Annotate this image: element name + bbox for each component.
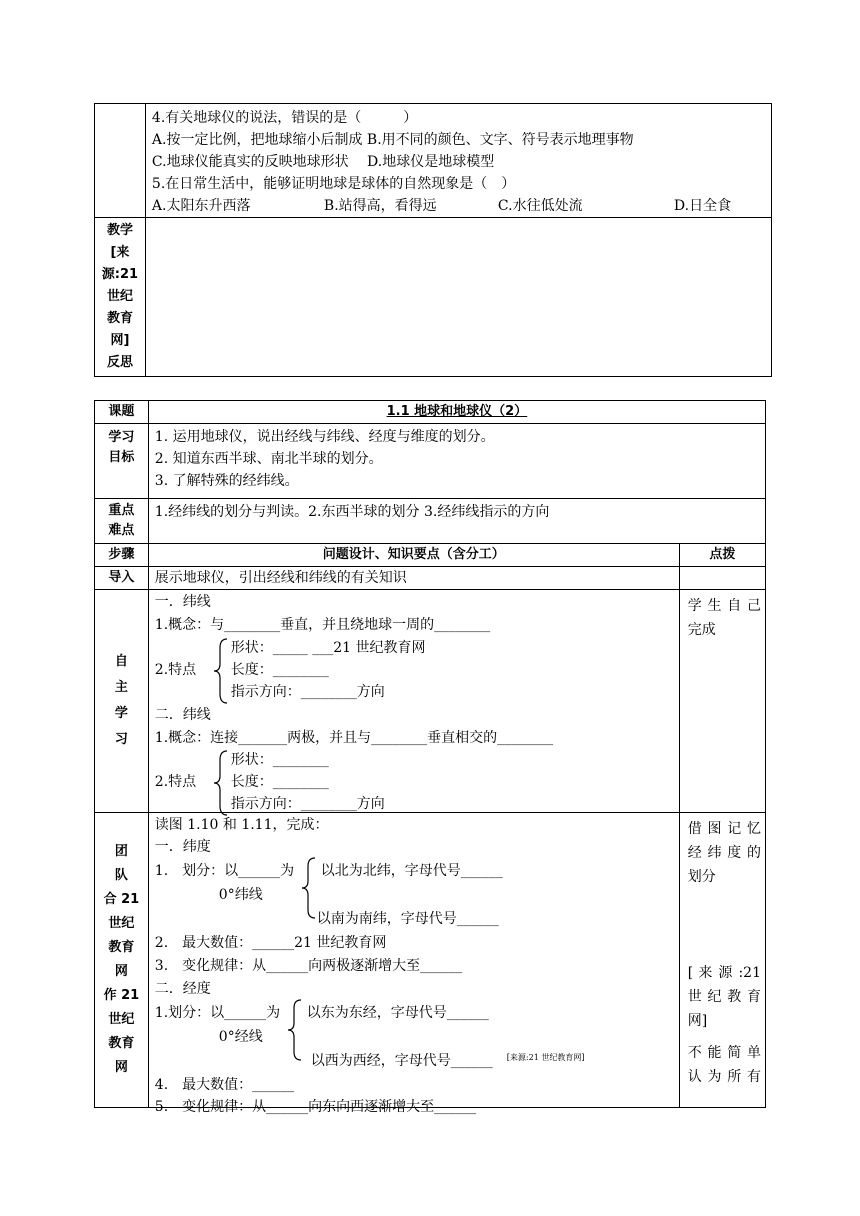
team-label-9: 教育	[108, 1036, 135, 1051]
self-s2: 二．纬线	[154, 707, 211, 723]
self-s1-shape: 形状：_____ ___21 世纪教育网	[230, 640, 426, 656]
brace-icon	[213, 750, 229, 816]
self-s1-concept: 1.概念：与________垂直，并且绕地球一周的________	[154, 617, 491, 633]
self-tip-2: 完成	[687, 622, 716, 638]
team-tip-3: 划分	[687, 869, 716, 885]
topic-cell	[148, 401, 765, 424]
reflection-label	[95, 218, 146, 377]
question-5: 5.在日常生活中，能够证明地球是球体的自然现象是（ ）	[151, 176, 516, 192]
team-label-8: 世纪	[108, 1012, 135, 1027]
option-b: B.站得高，看得远	[323, 198, 437, 214]
intro-cell	[148, 567, 679, 590]
team-tip2-1: [ 来 源 :21	[687, 965, 761, 981]
intro-label: 导入	[95, 567, 149, 590]
team-tip3-2: 认 为 所 有	[687, 1069, 761, 1085]
self-label-3: 学	[114, 706, 128, 721]
team-t2-rule: 5. 变化规律：从______向东向西逐渐增大至______	[154, 1099, 477, 1115]
team-label-1: 团	[114, 844, 128, 859]
reflect-label-4: 世纪	[106, 289, 133, 304]
self-s2-concept: 1.概念：连接_______两极，并且与________垂直相交的________	[154, 730, 554, 746]
team-t2-max: 4. 最大数值：______	[154, 1077, 295, 1093]
team-tip-1: 借 图 记 忆	[687, 821, 761, 837]
team-tip-2: 经 纬 度 的	[687, 845, 761, 861]
question-4-cd: C.地球仪能真实的反映地球形状 D.地球仪是地球模型	[151, 154, 495, 170]
goal-1: 1. 运用地球仪，说出经线与纬线、经度与维度的划分。	[154, 429, 495, 445]
team-t2-div: 1.划分：以______为	[154, 1005, 281, 1021]
team-t2-zero: 0°经线	[218, 1029, 263, 1045]
self-s2-dir: 指示方向：________方向	[230, 796, 385, 812]
intro-text: 展示地球仪，引出经线和纬线的有关知识	[154, 570, 407, 586]
team-label-3: 合 21	[103, 892, 140, 907]
step-header: 问题设计、知识要点（含分工）	[148, 544, 679, 567]
key-text: 1.经纬线的划分与判读。2.东西半球的划分 3.经纬线指示的方向	[154, 504, 550, 520]
team-t2: 二．经度	[154, 981, 211, 997]
team-label-7: 作 21	[103, 988, 140, 1003]
goals-cell	[148, 424, 765, 499]
team-label-2: 队	[114, 868, 128, 883]
tip-header: 点拨	[679, 544, 765, 567]
self-s2-shape: 形状：________	[230, 752, 329, 768]
team-label	[95, 813, 149, 1108]
team-label-6: 网	[114, 964, 128, 979]
team-t1-north: 以北为北纬，字母代号______	[320, 863, 503, 879]
self-label-1: 自	[114, 654, 128, 669]
key-label-2: 难点	[108, 523, 135, 538]
topic-label: 课题	[95, 401, 149, 424]
team-tip2-2: 世 纪 教 育	[687, 989, 761, 1005]
team-t2-source: [来源:21 世纪教育网]	[506, 1053, 585, 1062]
self-s1-feature: 2.特点	[154, 662, 197, 678]
reflect-label-2: [来	[110, 245, 130, 260]
reflect-label-6: 网]	[110, 333, 130, 348]
option-a: A.太阳东升西落	[151, 198, 251, 214]
question-5-options	[146, 195, 771, 217]
reflect-label-7: 反思	[106, 355, 133, 370]
reflect-label-1: 教学	[106, 223, 133, 238]
topic-title: 1.1 地球和地球仪（2）	[386, 404, 528, 419]
team-t1-rule: 3. 变化规律：从______向两极逐渐增大至______	[154, 958, 463, 974]
self-s2-length: 长度：________	[230, 774, 329, 790]
self-label-4: 习	[114, 732, 128, 747]
self-s2-feature: 2.特点	[154, 774, 197, 790]
brace-icon	[301, 857, 317, 919]
reflect-label-3: 源:21	[101, 267, 139, 282]
key-cell	[148, 499, 765, 544]
team-t2-west: 以西为西经，字母代号______	[310, 1053, 493, 1069]
goal-2: 2. 知道东西半球、南北半球的划分。	[154, 451, 383, 467]
team-tip	[679, 813, 765, 1108]
goal-label-1: 学习	[108, 430, 135, 445]
reflection-content	[145, 218, 771, 377]
team-label-10: 网	[114, 1060, 128, 1075]
key-label-1: 重点	[108, 503, 135, 518]
self-label-2: 主	[114, 680, 128, 695]
team-tip3-1: 不 能 简 单	[687, 1045, 761, 1061]
goal-3: 3. 了解特殊的经纬线。	[154, 473, 299, 489]
team-t1: 一．纬度	[154, 839, 211, 855]
goal-label	[95, 424, 149, 499]
self-s1: 一．纬线	[154, 594, 211, 610]
reflect-label-5: 教育	[106, 311, 133, 326]
team-t2-east: 以东为东经，字母代号______	[306, 1005, 489, 1021]
team-read: 读图 1.10 和 1.11，完成：	[154, 817, 329, 833]
team-label-4: 世纪	[108, 916, 135, 931]
team-cell	[148, 813, 679, 1115]
team-t1-max: 2. 最大数值：______21 世纪教育网	[154, 935, 387, 951]
self-study-label	[95, 590, 149, 813]
step-label: 步骤	[95, 544, 149, 567]
self-s1-dir: 指示方向：________方向	[230, 684, 385, 700]
option-c: C.水往低处流	[497, 198, 583, 214]
self-study-cell	[148, 590, 679, 813]
top-questions-cell	[145, 104, 771, 218]
team-t1-south: 以南为南纬，字母代号______	[316, 911, 499, 927]
brace-icon	[213, 638, 229, 704]
option-d: D.日全食	[673, 198, 732, 214]
intro-tip-cell	[679, 567, 765, 590]
top-table	[94, 103, 772, 377]
team-label-5: 教育	[108, 940, 135, 955]
team-t1-zero: 0°纬线	[218, 887, 263, 903]
self-tip-1: 学 生 自 己	[687, 598, 761, 614]
self-study-tip	[679, 590, 765, 813]
brace-icon	[287, 999, 303, 1061]
team-tip2-3: 网]	[687, 1013, 708, 1029]
goal-label-2: 目标	[108, 450, 135, 465]
question-4: 4.有关地球仪的说法，错误的是（ ）	[151, 110, 418, 126]
key-label	[95, 499, 149, 544]
team-t1-div: 1. 划分：以______为	[154, 863, 295, 879]
question-4-ab: A.按一定比例，把地球缩小后制成 B.用不同的颜色、文字、符号表示地理事物	[151, 132, 634, 148]
lesson-plan-table	[94, 400, 766, 1115]
top-left-cell	[95, 104, 146, 218]
self-s1-length: 长度：________	[230, 662, 329, 678]
